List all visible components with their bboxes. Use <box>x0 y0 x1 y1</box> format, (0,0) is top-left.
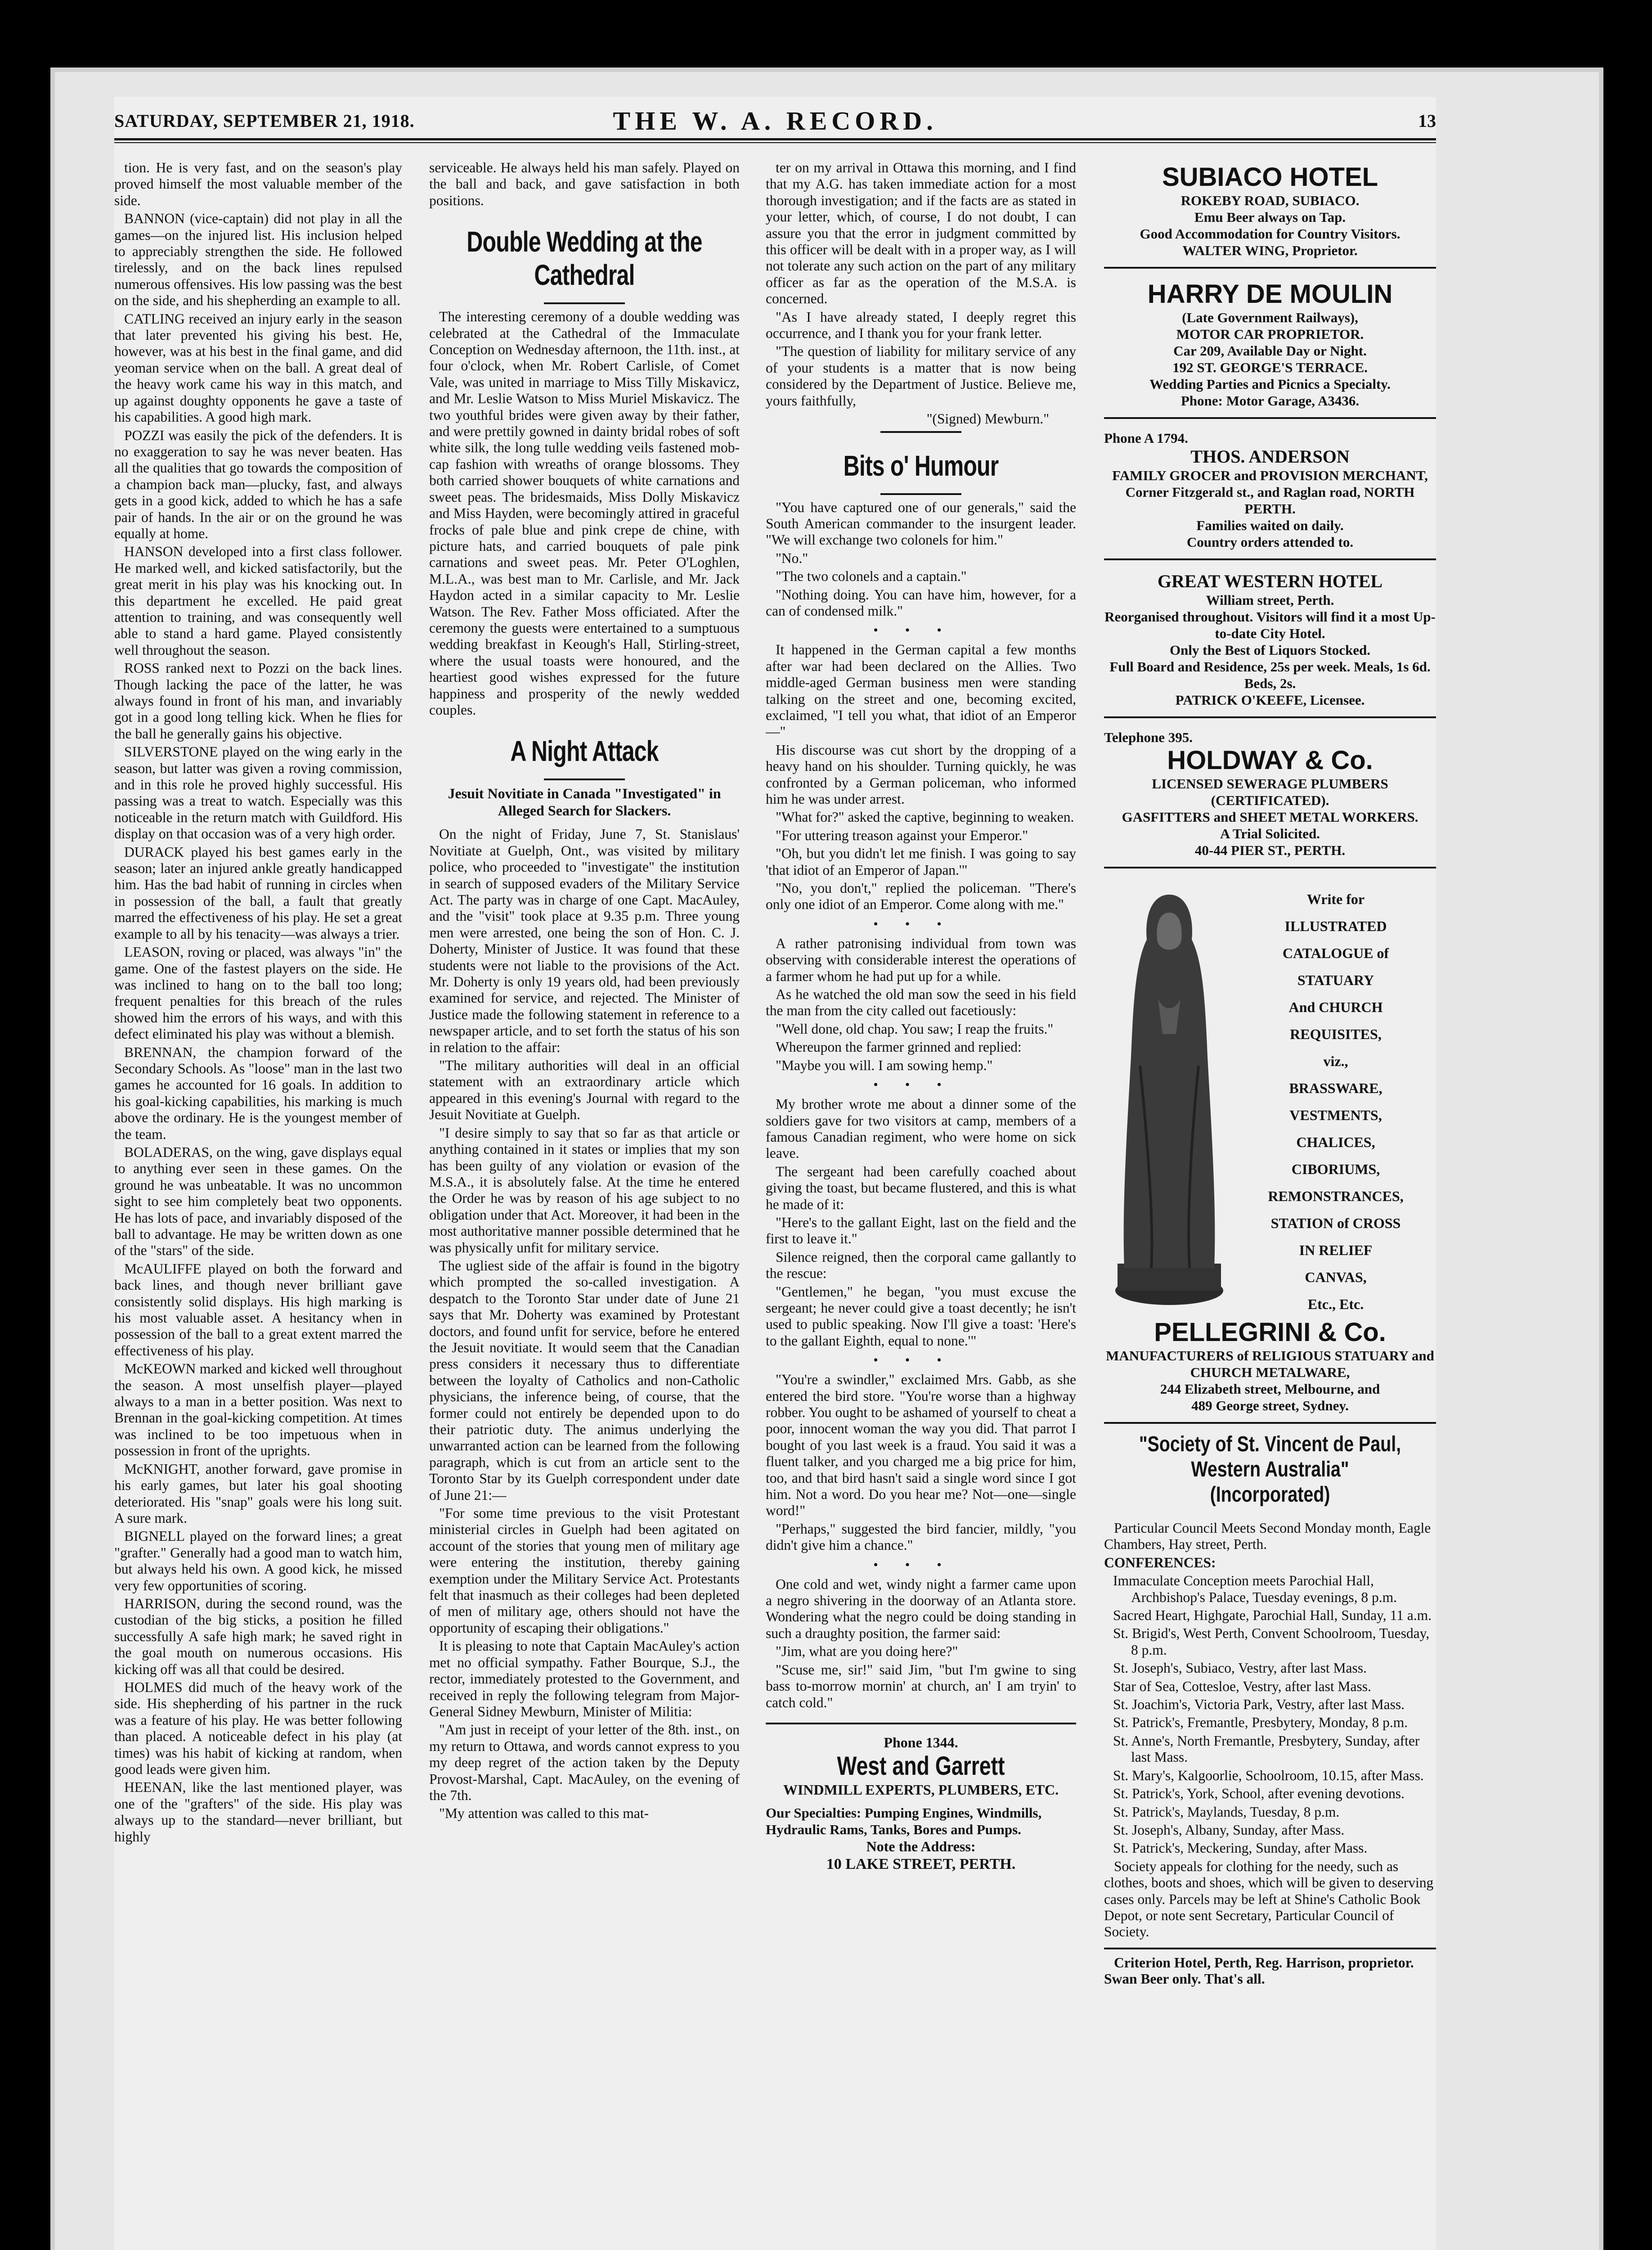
column-3 <box>766 160 1076 1874</box>
paragraph: CATLING received an injury early in the season that later prevented his giving his best. He, however, was at his best in the final game, and did yeoman service when on the ball. A great deal of the heavy work came his way in this match, and up against doughty opponents he gave a taste of his capabilities. A good high mark. <box>114 310 402 425</box>
conferences-label: CONFERENCES: <box>1104 1554 1216 1570</box>
paragraph: The ugliest side of the affair is found in the bigotry which prompted the so-called investigation. A despatch to the Toronto Star under date of June 21 says that Mr. Doherty was examined by Protestant doctors, and found unfit for service, before he entered the Jesuit novitiate. It would seem that the Canadian press considers it necessary thus to differentiate between the loyalty of Catholics and non-Catholic physicians, the inference being, of course, that the former could not entirely be depended upon to do their patriotic duty. The animus underlying the unwarranted action can be learned from the following paragraph, which is cut from an article sent to the Toronto Star by its Guelph correspondent under date of June 21:— <box>429 1257 740 1503</box>
catalogue-item: Write for <box>1306 891 1365 907</box>
ad-line: MOTOR CAR PROPRIETOR. <box>1176 326 1364 342</box>
paragraph: "Jim, what are you doing here?" <box>776 1643 958 1660</box>
separator-dots: ••• <box>873 916 969 932</box>
paragraph: The interesting ceremony of a double wedding was celebrated at the Cathedral of the Immaculate Conception on Wednesday afternoon, the 11th. inst., at four o'clock, when Mr. Robert Carlisle, of Comet Vale, was united in marriage to Miss Tilly Miskavicz, and Mr. Leslie Watson to Miss Muriel Miskavicz. The two youthful brides were given away by their father, and were prettily gowned in dainty bridal robes of soft white silk, the long tulle wedding veils fastened mob-cap fashion with wreaths of orange blossoms. They both carried shower bouquets of white carnations and sweet peas. The bridesmaids, Miss Dolly Miskavicz and Miss Hayden, were becomingly attired in graceful frocks of pale blue and pink crepe de chine, with picture hats, and carried bouquets of pale pink carnations and sweet peas. Mr. Peter O'Loghlen, M.L.A., was best man to Mr. Carlisle, and Mr. Jack Haydon acted in a similar capacity to Mr. Leslie Watson. The Rev. Father Moss officiated. After the ceremony the guests were entertained to a sumptuous wedding breakfast in Keough's Hall, Stirling-street, where the usual toasts were honoured, and the heartiest good wishes expressed for the future happiness and prosperity of the newly wedded couples. <box>429 309 740 718</box>
paragraph: BRENNAN, the champion forward of the Secondary Schools. As "loose" man in the last two games he accounted for 16 goals. In addition to his goal-kicking capabilities, his marking is much above the ordinary. He is the youngest member of the team. <box>114 1044 402 1142</box>
catalogue-item: viz., <box>1323 1053 1348 1069</box>
humour-item <box>766 936 1076 1074</box>
paragraph: ROSS ranked next to Pozzi on the back lines. Though lacking the pace of the latter, he was always found in front of his man, and invariably got in a good long telling kick. When he flies for the ball he generally gains his objective. <box>114 660 402 742</box>
paragraph: The sergeant had been carefully coached about giving the toast, but became flustered, and this is what he made of it: <box>766 1163 1076 1212</box>
holdway-ad <box>1104 726 1436 868</box>
humour-item <box>766 642 1076 913</box>
ad-title: HOLDWAY & Co. <box>1167 746 1373 775</box>
paragraph: BOLADERAS, on the wing, gave displays equal to anything ever seen in these games. On the ground he was unbeatable. It was no uncommon sight to see him completely beat two opponents. He has lots of pace, and invariably disposed of the ball to advantage. He may be written down as one of the "stars" of the side. <box>114 1144 402 1259</box>
conference-list <box>1104 1573 1436 1857</box>
masthead: THE W. A. RECORD. <box>613 106 938 135</box>
separator-dots: ••• <box>873 623 969 638</box>
paragraph: "You're a swindler," exclaimed Mrs. Gabb, as she entered the bird store. "You're worse than a highway robber. You ought to be ashamed of yourself to cheat a poor, innocent woman the way you did. That parrot I bought of you last week is a fraud. You said it was a fluent talker, and you charged me a big price for him, too, and that bird hasn't said a single word since I got him. Not a word. Do you hear me? Not—one—single word!" <box>766 1372 1076 1519</box>
ad-line: 40-44 PIER ST., PERTH. <box>1194 842 1346 858</box>
conference-item: St. Joachim's, Victoria Park, Vestry, after last Mass. <box>1113 1696 1405 1713</box>
humour-item <box>766 1576 1076 1711</box>
paragraph: "What for?" asked the captive, beginning to weaken. <box>776 809 1074 825</box>
harry-de-moulin-ad <box>1104 277 1436 419</box>
paragraph: As he watched the old man sow the seed in his field the man from the city called out facetiously: <box>766 986 1076 1019</box>
ad-name: West and Garrett <box>837 1751 1005 1781</box>
night-attack-heading: A Night Attack <box>510 735 659 768</box>
humour-item <box>766 500 1076 620</box>
svdp-notice <box>1104 1432 1436 1988</box>
divider <box>544 778 625 780</box>
wedding-heading: Double Wedding at the Cathedral <box>467 225 702 292</box>
catalogue-item: CIBORIUMS, <box>1291 1161 1380 1177</box>
anderson-ad <box>1104 427 1436 560</box>
svdp-intro: Particular Council Meets Second Monday month, Eagle Chambers, Hay street, Perth. <box>1104 1520 1431 1552</box>
paragraph: DURACK played his best games early in the season; later an injured ankle greatly handicapped him. Has the bad habit of running in circles when in possession of the ball, a fault that greatly marred the effectiveness of his play. He set a great example to all by his tenacity—was always a trier. <box>114 844 402 942</box>
wedding-article <box>429 309 740 718</box>
paragraph: It happened in the German capital a few months after war had been declared on the Allies. Two middle-aged German business men were standing talking on the street and one, becoming excited, exclaimed, "I tell you what, that idiot of an Emperor—" <box>766 642 1076 740</box>
paragraph: BIGNELL played on the forward lines; a great "grafter." Generally had a good man to watch him, but always held his own. A good kick, he missed very few opportunities of scoring. <box>114 1528 402 1593</box>
paragraph: His discourse was cut short by the dropping of a heavy hand on his shoulder. Turning quickly, he was confronted by a German policeman, who informed him he was under arrest. <box>766 742 1076 807</box>
great-western-hotel-ad <box>1104 568 1436 718</box>
ad-line: PATRICK O'KEEFE, Licensee. <box>1175 692 1365 708</box>
paragraph: ter on my arrival in Ottawa this morning, and I find that my A.G. has taken immediate action for a most thorough investigation; and if the facts are as stated in your letter, which, of course, I do not doubt, I can assure you that the error in judgment committed by this officer will be dealt with in a proper way, as I will not tolerate any such action on the part of any military officer as far as the operation of the M.S.A. is concerned. <box>766 160 1076 307</box>
paragraph: "I desire simply to say that so far as that article or anything contained in it states or implies that my son has been guilty of any violation or evasion of the M.S.A., it is absolutely false. At the time he entered the Order he was by reason of his age subject to no obligation under that Act. Moreover, it had been in the most authoritative manner possible determined that he was physically unfit for military service. <box>429 1125 740 1256</box>
paragraph: "For some time previous to the visit Protestant ministerial circles in Guelph had been agitated on account of the stories that young men of military age were entering the institution, thereby gaining exemption under the Military Service Act. Protestants felt that inasmuch as their colleges had been depleted of men of military age, others should not have the opportunity of escaping their obligations." <box>429 1505 740 1636</box>
ad-line: Good Accommodation for Country Visitors. <box>1140 226 1401 242</box>
ad-line: WINDMILL EXPERTS, PLUMBERS, ETC. <box>783 1781 1059 1798</box>
paragraph: "You have captured one of our generals," said the South American commander to the insurgent leader. "We will exchange two colonels for him." <box>766 499 1076 548</box>
ad-line: William street, Perth. <box>1206 592 1334 608</box>
paragraph: "Well done, old chap. You saw; I reap the fruits." <box>776 1021 1054 1037</box>
paragraph: HANSON developed into a first class follower. He marked well, and kicked satisfactorily, but the great merit in his play was his knocking out. In this department he excelled. He paid great attention to training, and was consequently well able to stand a hard game. Played consistently well throughout the season. <box>114 544 402 658</box>
conference-item: St. Mary's, Kalgoorlie, Schoolroom, 10.15, after Mass. <box>1113 1767 1424 1783</box>
separator-dots: ••• <box>873 1353 969 1368</box>
divider <box>880 493 961 495</box>
conference-item: Star of Sea, Cottesloe, Vestry, after last Mass. <box>1113 1678 1371 1694</box>
paragraph: McAULIFFE played on both the forward and back lines, and though never brilliant gave consistently solid displays. His high marking is his most valuable asset. A hesitancy when in possession of the ball to a great extent marred the effectiveness of his play. <box>114 1260 402 1359</box>
paragraph: Whereupon the farmer grinned and replied: <box>776 1039 1022 1055</box>
paragraph: "Gentlemen," he began, "you must excuse the sergeant; he never could give a toast decently; he isn't used to public speaking. Now I'll give a toast: 'Here's to the gallant Eighth, equal to none.'" <box>766 1283 1076 1349</box>
paragraph: "Oh, but you didn't let me finish. I was going to say 'that idiot of an Emperor of Japan.'" <box>766 846 1076 878</box>
letter-continuation <box>766 160 1076 409</box>
ad-title: SUBIACO HOTEL <box>1162 162 1378 192</box>
conference-item: St. Anne's, North Fremantle, Presbytery, Sunday, after last Mass. <box>1113 1732 1420 1765</box>
paragraph: "For uttering treason against your Emperor." <box>776 827 1028 843</box>
humour-item <box>766 1372 1076 1553</box>
paragraph: "No, you don't," replied the policeman. "There's only one idiot of an Emperor. Come along with me." <box>766 880 1076 913</box>
paragraph: "Maybe you will. I am sowing hemp." <box>776 1057 993 1073</box>
night-attack-article <box>429 826 740 1822</box>
conference-item: St. Patrick's, Maylands, Tuesday, 8 p.m. <box>1113 1804 1340 1820</box>
page-header <box>114 106 1436 133</box>
ad-line: Reorganised throughout. Visitors will find it a most Up-to-date City Hotel. <box>1104 609 1436 641</box>
ad-line: Emu Beer always on Tap. <box>1194 209 1346 225</box>
ad-title: THOS. ANDERSON <box>1190 446 1350 467</box>
separator-dots: ••• <box>873 1077 969 1093</box>
catalogue-item: IN RELIEF <box>1299 1242 1373 1258</box>
catalogue-item: CATALOGUE of <box>1282 945 1389 961</box>
paragraph: "The two colonels and a captain." <box>776 568 967 585</box>
paragraph: Silence reigned, then the corporal came gallantly to the rescue: <box>766 1249 1076 1282</box>
criterion-notice: Criterion Hotel, Perth, Reg. Harrison, proprietor. Swan Beer only. That's all. <box>1104 1954 1414 1987</box>
subiaco-hotel-ad <box>1104 160 1436 269</box>
ad-phone: Phone 1344. <box>884 1734 958 1750</box>
ad-line: Wedding Parties and Picnics a Specialty. <box>1149 376 1391 392</box>
paragraph: McKNIGHT, another forward, gave promise in his early games, but later his goal shooting deteriorated. His "snap" goals were his long suit. A sure mark. <box>114 1461 402 1526</box>
ad-phone: Telephone 395. <box>1104 729 1193 745</box>
paragraph: tion. He is very fast, and on the season's play proved himself the most valuable member of the side. <box>114 160 402 208</box>
paragraph: "Scuse me, sir!" said Jim, "but I'm gwine to sing bass to-morrow mornin' at church, an' I am tryin' to catch cold." <box>766 1661 1076 1710</box>
catalogue-item: ILLUSTRATED <box>1284 918 1387 934</box>
column-2 <box>429 160 740 1824</box>
paragraph: "Here's to the gallant Eight, last on the field and the first to leave it." <box>766 1214 1076 1247</box>
column-1-football-review <box>114 160 402 1847</box>
conference-item: St. Brigid's, West Perth, Convent Schoolroom, Tuesday, 8 p.m. <box>1113 1625 1430 1658</box>
ad-line: Note the Address: <box>866 1838 976 1854</box>
paragraph: POZZI was easily the pick of the defenders. It is no exaggeration to say he was never beaten. Has all the qualities that go towards the composition of a champion back man—plucky, fast, and always gets in a good kick, added to which he has a safe pair of hands. In the air or on the ground he was equally at home. <box>114 427 402 541</box>
ad-line: (Late Government Railways), <box>1182 310 1358 325</box>
statue-block <box>1104 877 1436 1318</box>
ad-rule <box>766 1723 1076 1724</box>
ad-line: GASFITTERS and SHEET METAL WORKERS. <box>1122 809 1419 825</box>
catalogue-item: And CHURCH <box>1288 999 1383 1015</box>
catalogue-item: CANVAS, <box>1305 1269 1367 1285</box>
page-number: 13 <box>1418 111 1436 131</box>
catalogue-item: STATUARY <box>1297 972 1374 988</box>
divider <box>544 302 625 304</box>
ad-line: LICENSED SEWERAGE PLUMBERS (CERTIFICATED). <box>1152 776 1388 808</box>
catalogue-item: REQUISITES, <box>1290 1026 1382 1042</box>
paragraph: "My attention was called to this mat- <box>439 1805 649 1822</box>
paragraph: A rather patronising individual from town was observing with considerable interest the operations of a farmer whom he had put up for a while. <box>766 935 1076 984</box>
header-rule <box>114 138 1436 143</box>
letter-signature: "(Signed) Mewburn." <box>926 411 1049 427</box>
conference-item: St. Patrick's, York, School, after evening devotions. <box>1113 1786 1405 1802</box>
paragraph: "Perhaps," suggested the bird fancier, mildly, "you didn't give him a chance." <box>766 1521 1076 1553</box>
ad-line: MANUFACTURERS of RELIGIOUS STATUARY and CHURCH METALWARE, <box>1106 1348 1434 1380</box>
paragraph: "No." <box>776 550 808 566</box>
ad-line: 10 LAKE STREET, PERTH. <box>826 1855 1016 1872</box>
paragraph: On the night of Friday, June 7, St. Stanislaus' Novitiate at Guelph, Ont., was visited by military police, who proceeded to "investigate" the institution in search of supposed evaders of the Military Service Act. The party was in charge of one Capt. MacAuley, and the "visit" took place at 9.35 p.m. Three young men were arrested, one being the son of Hon. C. J. Doherty, Minister of Justice. It was found that these students were not liable to the provisions of the Act. Mr. Doherty is only 19 years old, had been previously examined for service, and rejected. The Minister of Justice made the following statement in reference to a newspaper article, and to set forth the status of his son in relation to the affair: <box>429 826 740 1055</box>
paragraph: serviceable. He always held his man safely. Played on the ball and back, and gave satisfaction in both positions. <box>429 160 740 208</box>
catalogue-item: CHALICES, <box>1296 1134 1375 1150</box>
ad-line: ROKEBY ROAD, SUBIACO. <box>1181 193 1360 208</box>
divider <box>880 431 961 433</box>
paragraph: "The military authorities will deal in an official statement with an extraordinary article which appeared in this evening's Journal with regard to the Jesuit Novitiate at Guelph. <box>429 1058 740 1123</box>
paragraph: HOLMES did much of the heavy work of the side. His shepherding of his partner in the ruck was a feature of his play. He was better following than placed. A noticeable defect in his play (at times) was his habit of kicking at random, when good leads were given him. <box>114 1679 402 1777</box>
ad-line: Car 209, Available Day or Night. <box>1173 343 1367 359</box>
paragraph: "As I have already stated, I deeply regret this occurrence, and I thank you for your frank letter. <box>766 309 1076 342</box>
paragraph: "The question of liability for military service of any of your students is a matter that is now being considered by the Department of Justice. Believe me, yours faithfully, <box>766 343 1076 409</box>
ad-line: Phone: Motor Garage, A3436. <box>1181 393 1360 409</box>
ad-line: Full Board and Residence, 25s per week. Meals, 1s 6d. Beds, 2s. <box>1109 659 1431 691</box>
paragraph: My brother wrote me about a dinner some of the soldiers gave for two visitors at camp, members of a famous Canadian regiment, who were home on sick leave. <box>766 1096 1076 1161</box>
conference-item: St. Patrick's, Meckering, Sunday, after Mass. <box>1113 1840 1368 1856</box>
catalogue-list <box>1239 886 1432 1318</box>
humour-item <box>766 1096 1076 1349</box>
night-attack-subheading: Jesuit Novitiate in Canada "Investigated" in Alleged Search for Slackers. <box>448 785 721 819</box>
newspaper-page <box>114 97 1436 2250</box>
ad-line: Country orders attended to. <box>1186 534 1354 550</box>
ad-line: Our Specialties: Pumping Engines, Windmills, Hydraulic Rams, Tanks, Bores and Pumps. <box>766 1804 1042 1837</box>
conference-item: St. Joseph's, Albany, Sunday, after Mass. <box>1113 1822 1345 1838</box>
ad-line: Corner Fitzgerald st., and Raglan road, NORTH PERTH. <box>1125 484 1415 517</box>
ad-title: HARRY DE MOULIN <box>1147 279 1393 309</box>
madonna-statue-image <box>1109 886 1230 1309</box>
west-garrett-ad <box>766 1733 1076 1874</box>
paragraph: It is pleasing to note that Captain MacAuley's action met no official sympathy. Father Bourque, S.J., the rector, immediately protested to the Government, and received in reply the following telegram from Major-General Sidney Mewburn, Minister of Militia: <box>429 1638 740 1719</box>
paragraph: SILVERSTONE played on the wing early in the season, but latter was given a roving commission, and in this role he proved highly successful. His passing was a treat to watch. Especially was this noticeable in the return match with Guildford. His display on that occasion was of a very high order. <box>114 744 402 842</box>
column-2-continuation <box>429 160 740 209</box>
catalogue-item: VESTMENTS, <box>1289 1107 1382 1123</box>
paragraph: HEENAN, like the last mentioned player, was one of the "grafters" of the side. His play was always up to the standard—never brilliant, but highly <box>114 1779 402 1845</box>
ad-line: 244 Elizabeth street, Melbourne, and <box>1160 1381 1380 1397</box>
paragraph: LEASON, roving or placed, was always "in" the game. One of the fastest players on the side. He was inclined to hang on to the ball too long; frequent penalties for this breach of the rules showed him the errors of his ways, and with this defect eliminated his play was without a blemish. <box>114 944 402 1042</box>
paragraph: "Nothing doing. You can have him, however, for a can of condensed milk." <box>766 586 1076 619</box>
ad-line: Only the Best of Liquors Stocked. <box>1169 642 1371 658</box>
pellegrini-ad <box>1104 877 1436 1424</box>
ad-line: 192 ST. GEORGE'S TERRACE. <box>1172 360 1368 375</box>
issue-date: SATURDAY, SEPTEMBER 21, 1918. <box>114 111 415 131</box>
humour-heading: Bits o' Humour <box>843 449 999 482</box>
paragraph: BANNON (vice-captain) did not play in all the games—on the injured list. His inclusion helped to appreciably strengthen the side. He followed tirelessly, and on the back lines repulsed numerous offensives. His low passing was the best on the side, and his shepherding an example to all. <box>114 211 402 309</box>
svdp-appeal: Society appeals for clothing for the needy, such as clothes, boots and shoes, which will be given to deserving cases only. Parcels may be left at Shine's Catholic Book Depot, or note sent Secretary, Particular Council of Society. <box>1104 1858 1434 1940</box>
ad-rule <box>1104 1948 1436 1949</box>
catalogue-item: STATION of CROSS <box>1270 1215 1401 1231</box>
column-4-advertisements <box>1104 160 1436 1989</box>
paragraph: HARRISON, during the second round, was the custodian of the big sticks, a position he filled successfully A safe high mark; he saved right in the goal mouth on numerous occasions. His kicking off was all that could be desired. <box>114 1595 402 1677</box>
paragraph: One cold and wet, windy night a farmer came upon a negro shivering in the doorway of an Atlanta store. Wondering what the negro could be doing standing in such a draughty position, the farmer said: <box>766 1576 1076 1641</box>
conference-item: Sacred Heart, Highgate, Parochial Hall, Sunday, 11 a.m. <box>1113 1607 1432 1624</box>
conference-item: Immaculate Conception meets Parochial Hall, Archbishop's Palace, Tuesday evenings, 8 p.m. <box>1113 1573 1397 1605</box>
ad-line: A Trial Solicited. <box>1220 826 1320 842</box>
svdp-title: "Society of St. Vincent de Paul, Western Australia" (Incorporated) <box>1139 1432 1401 1507</box>
ad-line: 489 George street, Sydney. <box>1191 1398 1349 1413</box>
paragraph: "Am just in receipt of your letter of the 8th. inst., on my return to Ottawa, and words cannot express to you my deep regret of the action taken by the Deputy Provost-Marshal, Capt. MacAuley, on the evening of the 7th. <box>429 1722 740 1803</box>
catalogue-item: Etc., Etc. <box>1307 1296 1364 1312</box>
catalogue-item: REMONSTRANCES, <box>1268 1188 1404 1204</box>
ad-title: PELLEGRINI & Co. <box>1154 1318 1386 1347</box>
catalogue-item: BRASSWARE, <box>1289 1080 1383 1096</box>
ad-line: Families waited on daily. <box>1196 518 1344 533</box>
paragraph: McKEOWN marked and kicked well throughout the season. A most unselfish player—played always to a man in a better position. Was next to Brennan in the goal-kicking competition. At times was inclined to be too impetuous when in possession in front of the uprights. <box>114 1361 402 1459</box>
conference-item: St. Joseph's, Subiaco, Vestry, after last Mass. <box>1113 1660 1367 1676</box>
conference-item: St. Patrick's, Fremantle, Presbytery, Monday, 8 p.m. <box>1113 1714 1408 1731</box>
ad-line: FAMILY GROCER and PROVISION MERCHANT, <box>1112 468 1428 483</box>
ad-title: GREAT WESTERN HOTEL <box>1157 571 1383 591</box>
ad-line: WALTER WING, Proprietor. <box>1182 243 1358 258</box>
separator-dots: ••• <box>873 1557 969 1572</box>
ad-phone: Phone A 1794. <box>1104 430 1188 446</box>
